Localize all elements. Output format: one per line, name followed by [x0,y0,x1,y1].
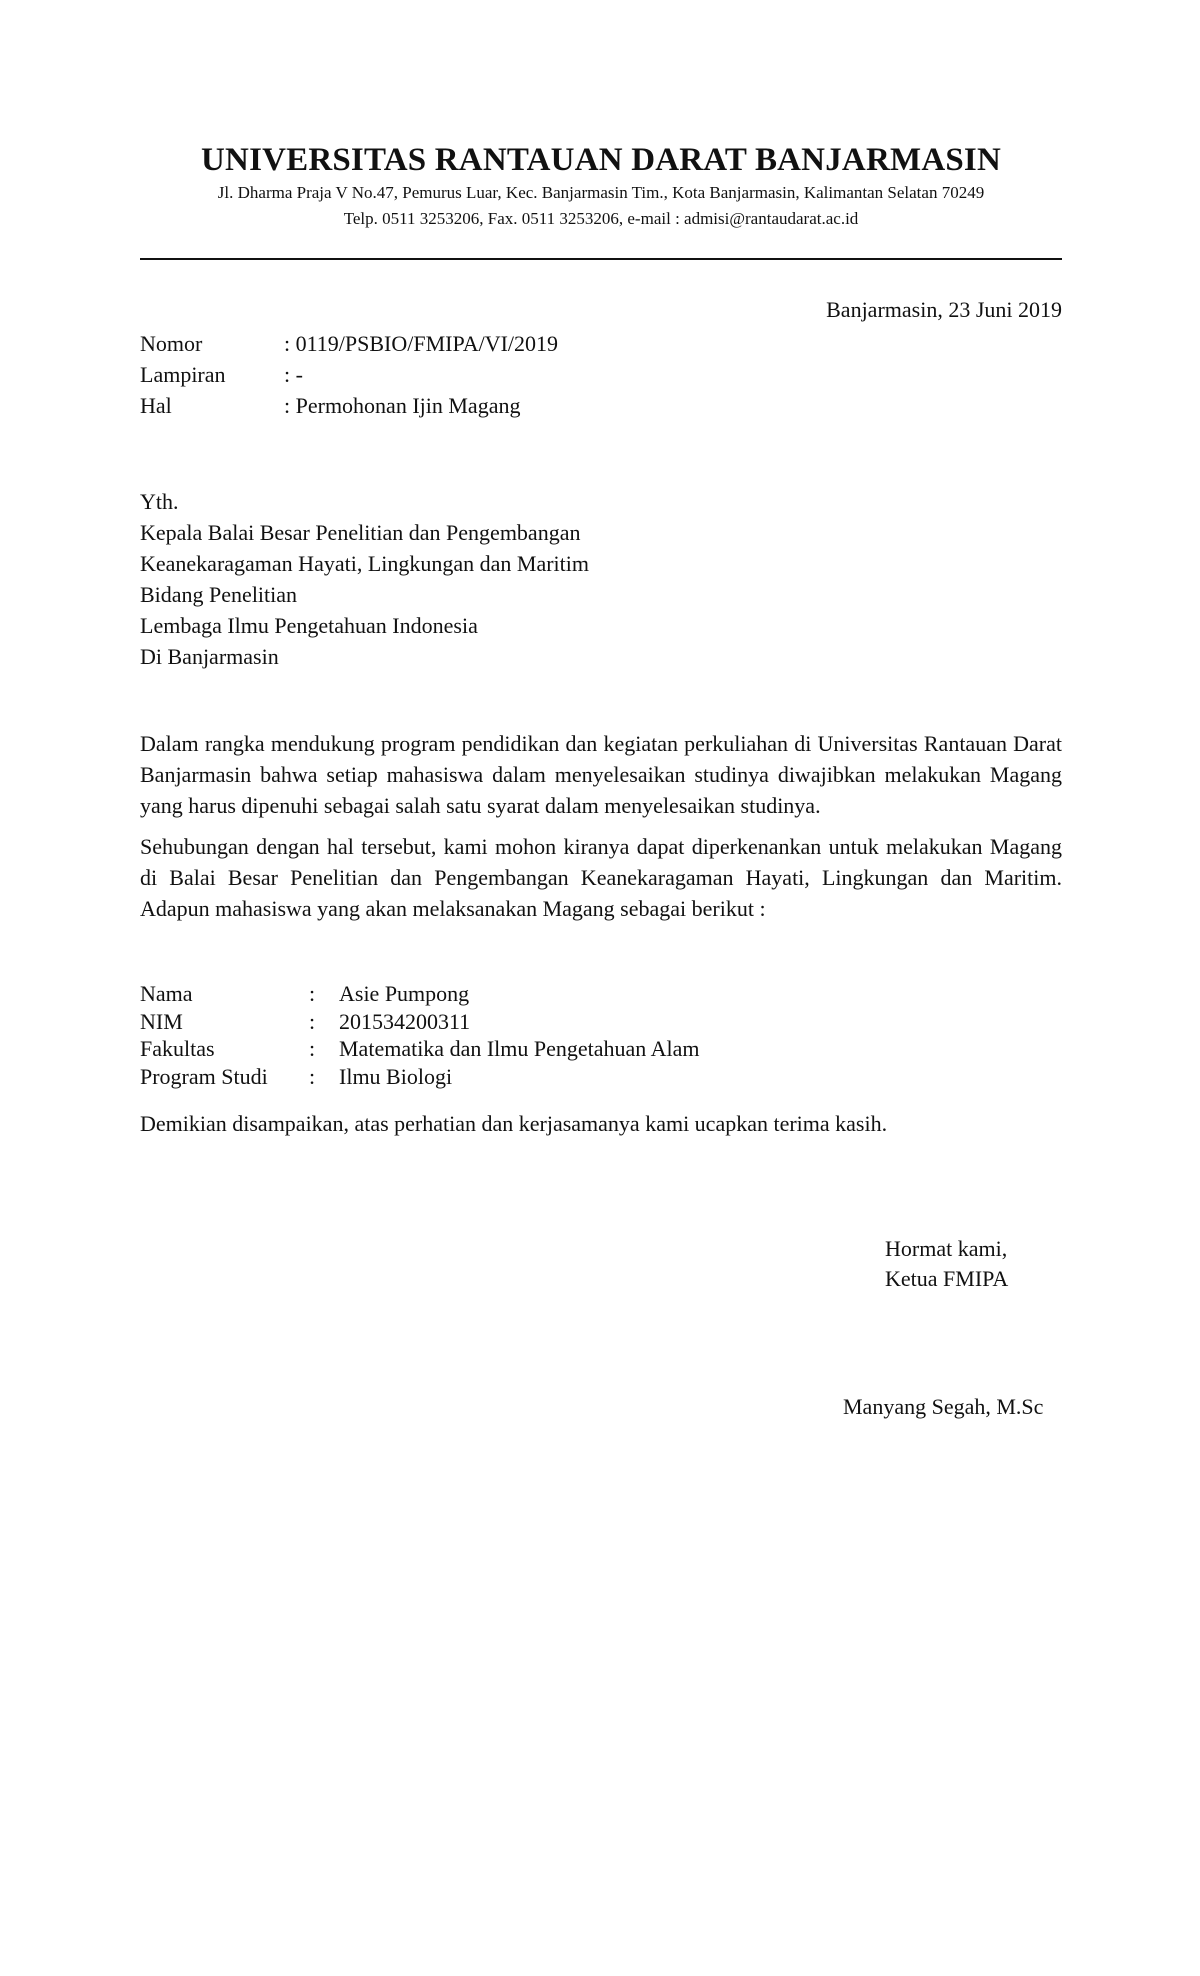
student-colon: : [309,1036,316,1061]
signer-name: Manyang Segah, M.Sc [843,1394,1044,1419]
letter-meta [140,328,558,421]
student-row-fakultas [140,1035,699,1063]
meta-row-lampiran [140,359,558,390]
student-colon: : [309,1008,316,1034]
letterhead [140,140,1062,232]
institution-name: UNIVERSITAS RANTAUAN DARAT BANJARMASIN [201,142,1001,178]
student-label: Program Studi [140,1063,268,1089]
meta-label: Hal [140,393,172,418]
student-colon: : [309,1063,316,1089]
student-colon: : [309,981,316,1006]
recipient-line: Keanekaragaman Hayati, Lingkungan dan Maritim [140,551,590,576]
letterhead-divider [140,258,1062,260]
body-paragraph: Sehubungan dengan hal tersebut, kami mohon kiranya dapat diperkenankan untuk melakukan Magang di Balai Besar Penelitian dan Pengembangan Keanekaragaman Hayati, Lingkungan dan Maritim. Adapun mahasiswa yang akan melaksanakan Magang sebagai berikut : [140,834,1062,921]
signoff-greeting: Hormat kami, [885,1236,1008,1261]
meta-label: Lampiran [140,362,226,387]
recipient-line: Bidang Penelitian [140,582,298,607]
meta-row-hal [140,390,558,421]
meta-value: : - [284,362,303,387]
letter-body [140,728,1062,934]
student-details [140,980,699,1090]
signoff-block [885,1234,1008,1294]
student-value: Ilmu Biologi [339,1063,453,1089]
meta-label: Nomor [140,331,203,356]
student-value: 201534200311 [339,1008,471,1034]
letter-date: Banjarmasin, 23 Juni 2019 [826,297,1062,322]
signoff-position: Ketua FMIPA [885,1266,1009,1291]
student-label: NIM [140,1008,183,1034]
institution-contact: Telp. 0511 3253206, Fax. 0511 3253206, e-mail : admisi@rantaudarat.ac.id [343,209,859,228]
recipient-line: Di Banjarmasin [140,644,279,669]
student-label: Fakultas [140,1036,215,1061]
closing-sentence: Demikian disampaikan, atas perhatian dan kerjasamanya kami ucapkan terima kasih. [140,1111,888,1136]
institution-address: Jl. Dharma Praja V No.47, Pemurus Luar, Kec. Banjarmasin Tim., Kota Banjarmasin, Kalimantan Selatan 70249 [217,183,985,202]
body-paragraph: Dalam rangka mendukung program pendidikan dan kegiatan perkuliahan di Universitas Rantauan Darat Banjarmasin bahwa setiap mahasiswa dalam menyelesaikan studinya diwajibkan melakukan Magang yang harus dipenuhi sebagai salah satu syarat dalam menyelesaikan studinya. [140,731,1062,818]
student-row-nama [140,980,699,1008]
meta-row-nomor [140,328,558,359]
recipient-line: Lembaga Ilmu Pengetahuan Indonesia [140,613,478,638]
student-label: Nama [140,981,193,1006]
student-value: Asie Pumpong [339,981,470,1006]
student-row-program-studi [140,1063,699,1091]
meta-value: : 0119/PSBIO/FMIPA/VI/2019 [284,331,559,356]
recipient-line: Yth. [140,489,179,514]
recipient-line: Kepala Balai Besar Penelitian dan Pengembangan [140,520,581,545]
meta-value: : Permohonan Ijin Magang [284,393,521,418]
student-row-nim [140,1008,699,1036]
recipient-block [140,486,589,672]
student-value: Matematika dan Ilmu Pengetahuan Alam [339,1036,700,1061]
